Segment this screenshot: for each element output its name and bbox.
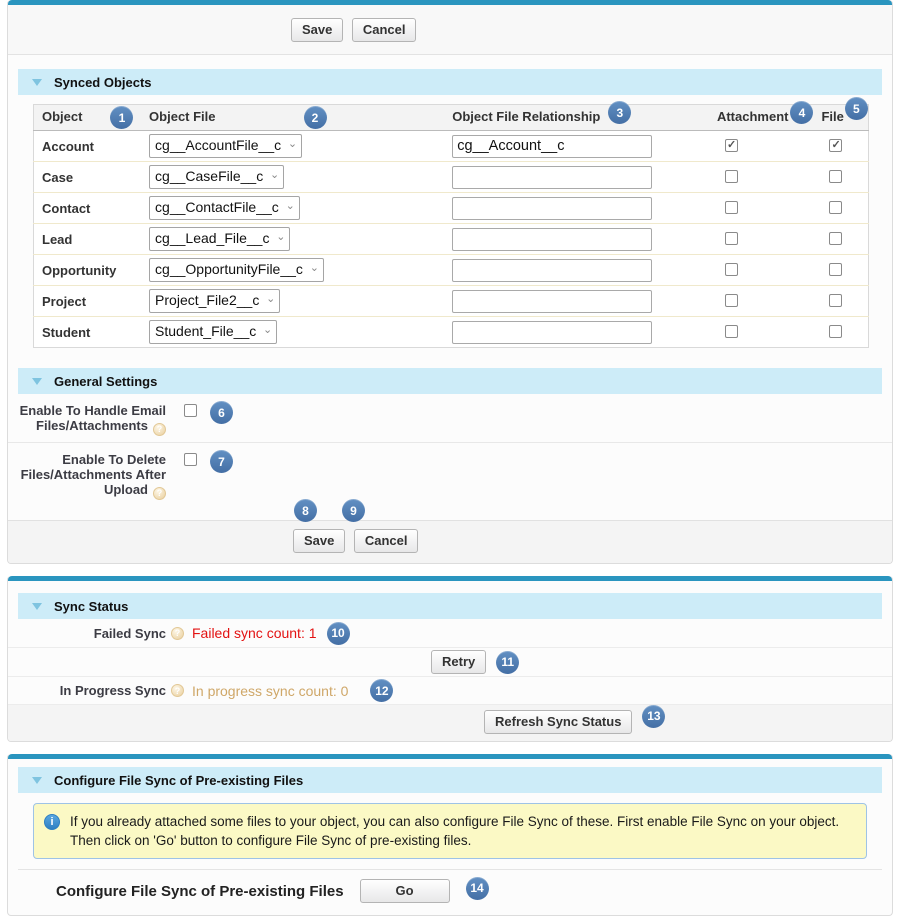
failed-sync-label: Failed Sync — [93, 625, 166, 641]
select-value: cg__Lead_File__c — [155, 230, 270, 246]
select-value: Student_File__c — [155, 323, 257, 339]
help-icon[interactable]: ? — [153, 487, 166, 500]
column-header-object-file: Object File — [149, 108, 216, 124]
failed-sync-row — [8, 619, 892, 647]
synced-objects-header — [18, 69, 882, 95]
refresh-row — [8, 704, 892, 741]
relationship-input[interactable] — [452, 259, 652, 282]
table-row — [34, 255, 869, 286]
annotation-badge-6: 6 — [210, 401, 233, 424]
annotation-badge-10: 10 — [327, 622, 350, 645]
help-icon[interactable]: ? — [171, 684, 184, 697]
object-file-select[interactable] — [149, 289, 280, 313]
file-checkbox[interactable] — [829, 325, 842, 338]
info-message-text: If you already attached some files to your object, you can also configure File Sync of these. First enable File Sync on your object. Then click on 'Go' button to configure File Sync of pre-existing files. — [70, 814, 840, 848]
in-progress-sync-row — [8, 676, 892, 704]
object-name: Lead — [34, 224, 142, 255]
info-message-box — [33, 803, 867, 859]
table-row — [34, 131, 869, 162]
file-checkbox[interactable] — [829, 170, 842, 183]
collapse-triangle-icon[interactable] — [32, 378, 42, 385]
email-handling-checkbox[interactable] — [184, 404, 197, 417]
object-name: Case — [34, 162, 142, 193]
select-value: cg__AccountFile__c — [155, 137, 282, 153]
table-row — [34, 193, 869, 224]
file-checkbox[interactable] — [829, 263, 842, 276]
annotation-badge-5: 5 — [845, 97, 868, 120]
general-settings-header — [18, 368, 882, 394]
object-name: Contact — [34, 193, 142, 224]
file-checkbox[interactable] — [829, 294, 842, 307]
annotation-badge-8: 8 — [294, 499, 317, 522]
chevron-down-icon: ⌄ — [263, 324, 273, 336]
setting-label: Enable To Delete Files/Attachments After Upload — [20, 452, 166, 497]
annotation-badge-2: 2 — [304, 106, 327, 129]
sync-status-panel — [7, 576, 893, 742]
column-header-object: Object — [42, 108, 83, 124]
file-checkbox[interactable] — [829, 201, 842, 214]
section-title: Synced Objects — [54, 74, 152, 90]
setting-row-delete-after-upload — [8, 442, 892, 506]
preexisting-action-label: Configure File Sync of Pre-existing Files — [56, 882, 344, 900]
object-file-select[interactable] — [149, 134, 302, 158]
collapse-triangle-icon[interactable] — [32, 777, 42, 784]
select-value: Project_File2__c — [155, 292, 260, 308]
annotation-badge-9: 9 — [342, 499, 365, 522]
table-row — [34, 317, 869, 348]
column-header-file: File — [821, 108, 844, 124]
attachment-checkbox[interactable] — [725, 232, 738, 245]
in-progress-sync-label: In Progress Sync — [59, 683, 166, 698]
table-row — [34, 162, 869, 193]
preexisting-action-row — [18, 869, 882, 915]
object-name: Project — [34, 286, 142, 317]
file-checkbox[interactable] — [829, 139, 842, 152]
column-header-relationship: Object File Relationship — [452, 108, 601, 124]
preexisting-files-panel — [7, 754, 893, 916]
attachment-checkbox[interactable] — [725, 170, 738, 183]
collapse-triangle-icon[interactable] — [32, 603, 42, 610]
annotation-badge-13: 13 — [642, 705, 665, 728]
attachment-checkbox[interactable] — [725, 201, 738, 214]
save-button[interactable]: Save — [293, 529, 345, 553]
annotation-badge-3: 3 — [608, 101, 631, 124]
object-file-select[interactable] — [149, 258, 324, 282]
chevron-down-icon: ⌄ — [270, 169, 280, 181]
attachment-checkbox[interactable] — [725, 325, 738, 338]
file-sync-settings-panel — [7, 0, 893, 564]
object-name: Opportunity — [34, 255, 142, 286]
in-progress-sync-count: In progress sync count: 0 — [192, 682, 349, 699]
save-button[interactable]: Save — [291, 18, 343, 42]
annotation-badge-12: 12 — [370, 679, 393, 702]
object-file-select[interactable] — [149, 320, 277, 344]
section-title: Configure File Sync of Pre-existing Files — [54, 772, 304, 788]
object-file-select[interactable] — [149, 196, 300, 220]
attachment-checkbox[interactable] — [725, 294, 738, 307]
object-name: Account — [34, 131, 142, 162]
setting-label: Enable To Handle Email Files/Attachments — [19, 403, 166, 433]
chevron-down-icon: ⌄ — [287, 138, 298, 150]
attachment-checkbox[interactable] — [725, 263, 738, 276]
failed-sync-count: Failed sync count: 1 — [192, 625, 317, 641]
cancel-button[interactable]: Cancel — [354, 529, 419, 553]
table-row — [34, 286, 869, 317]
synced-objects-table — [33, 101, 869, 348]
chevron-down-icon: ⌄ — [285, 200, 295, 212]
delete-after-upload-checkbox[interactable] — [184, 453, 197, 466]
go-button[interactable]: Go — [360, 879, 450, 903]
help-icon[interactable]: ? — [153, 423, 166, 436]
select-value: cg__CaseFile__c — [155, 168, 264, 184]
annotation-badge-7: 7 — [210, 450, 233, 473]
select-value: cg__ContactFile__c — [155, 199, 279, 215]
section-title: Sync Status — [54, 598, 129, 614]
collapse-triangle-icon[interactable] — [32, 79, 42, 86]
chevron-down-icon: ⌄ — [309, 262, 319, 274]
relationship-input[interactable] — [452, 290, 652, 313]
chevron-down-icon: ⌄ — [276, 231, 286, 243]
annotation-badge-4: 4 — [790, 101, 813, 124]
relationship-input[interactable] — [452, 166, 652, 189]
file-checkbox[interactable] — [829, 232, 842, 245]
retry-row — [8, 647, 892, 676]
setting-row-email-handling — [8, 394, 892, 442]
refresh-sync-status-button[interactable]: Refresh Sync Status — [484, 710, 632, 734]
retry-button[interactable]: Retry — [431, 650, 486, 674]
relationship-input[interactable] — [452, 197, 652, 220]
table-row — [34, 224, 869, 255]
object-name: Student — [42, 324, 91, 340]
relationship-input[interactable] — [452, 135, 652, 158]
select-value: cg__OpportunityFile__c — [155, 261, 303, 277]
column-header-attachment: Attachment — [716, 108, 789, 124]
sync-status-header — [18, 593, 882, 619]
preexisting-files-header — [18, 767, 882, 793]
top-button-bar — [8, 5, 892, 55]
annotation-badge-14: 14 — [466, 877, 489, 900]
info-icon: i — [44, 814, 60, 830]
section-title: General Settings — [54, 373, 158, 389]
cancel-button[interactable]: Cancel — [352, 18, 417, 42]
object-file-select[interactable] — [149, 165, 284, 189]
bottom-button-bar — [8, 503, 892, 563]
annotation-badge-11: 11 — [496, 651, 519, 674]
attachment-checkbox[interactable] — [725, 139, 738, 152]
relationship-input[interactable] — [452, 321, 652, 344]
chevron-down-icon: ⌄ — [266, 293, 276, 305]
relationship-input[interactable] — [452, 228, 652, 251]
annotation-badge-1: 1 — [110, 106, 133, 129]
help-icon[interactable]: ? — [171, 627, 184, 640]
object-file-select[interactable] — [149, 227, 290, 251]
table-header-row — [34, 105, 869, 131]
